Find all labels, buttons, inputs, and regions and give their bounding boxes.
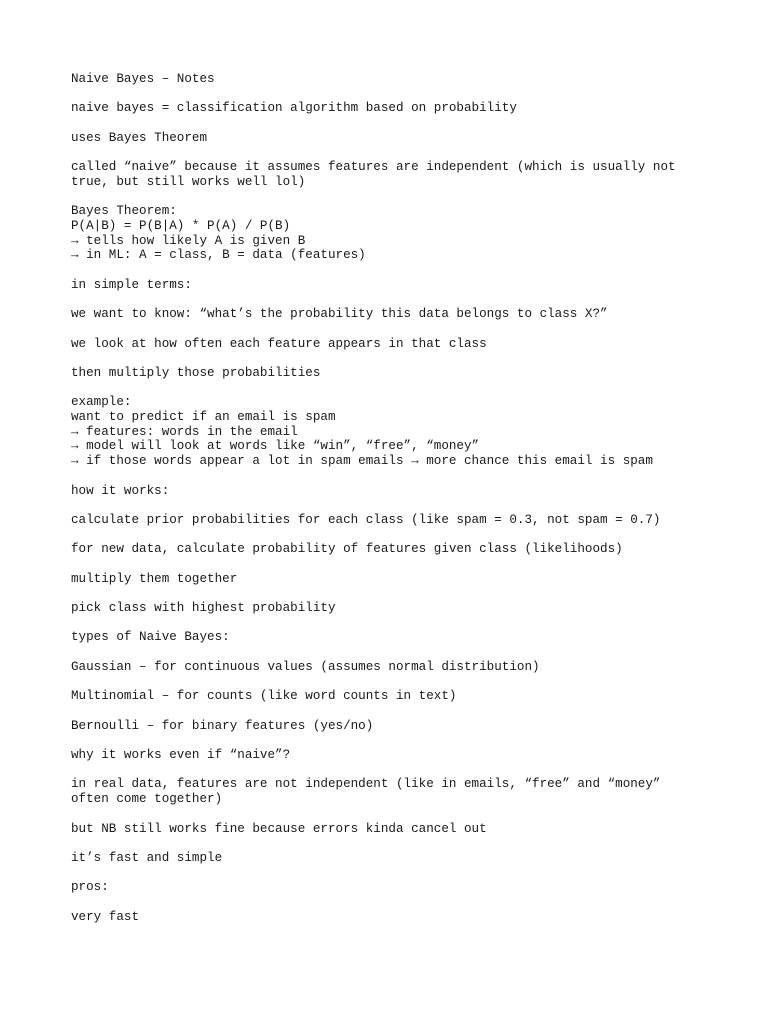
- text-line: → features: words in the email: [71, 424, 298, 439]
- text-line: → model will look at words like “win”, “free”, “money”: [71, 439, 480, 454]
- text-line: calculate prior probabilities for each class (like spam = 0.3, not spam = 0.7): [71, 512, 661, 527]
- paragraph: [71, 160, 711, 189]
- paragraph: [71, 337, 711, 352]
- paragraph: [71, 72, 711, 87]
- paragraph: [71, 484, 711, 499]
- paragraph: [71, 719, 711, 734]
- paragraph: [71, 278, 711, 293]
- paragraph: [71, 572, 711, 587]
- paragraph: [71, 395, 711, 469]
- paragraph: [71, 630, 711, 645]
- text-line: it’s fast and simple: [71, 850, 223, 865]
- text-line: pros:: [71, 880, 109, 895]
- text-line: uses Bayes Theorem: [71, 130, 208, 145]
- text-line: want to predict if an email is spam: [71, 410, 336, 425]
- text-line: Bayes Theorem:: [71, 204, 177, 219]
- paragraph: [71, 601, 711, 616]
- text-line: in real data, features are not independent (like in emails, “free” and “money”: [71, 777, 661, 792]
- text-line: naive bayes = classification algorithm based on probability: [71, 101, 517, 116]
- text-line: → if those words appear a lot in spam emails → more chance this email is spam: [71, 454, 653, 469]
- text-line: we want to know: “what’s the probability this data belongs to class X?”: [71, 307, 608, 322]
- text-line: pick class with highest probability: [71, 601, 336, 616]
- text-line: we look at how often each feature appears in that class: [71, 336, 487, 351]
- paragraph: [71, 131, 711, 146]
- paragraph: [71, 101, 711, 116]
- text-line: but NB still works fine because errors kinda cancel out: [71, 821, 487, 836]
- paragraph: [71, 204, 711, 263]
- text-line: Naive Bayes – Notes: [71, 72, 215, 86]
- paragraph: [71, 910, 711, 925]
- text-line: types of Naive Bayes:: [71, 630, 230, 645]
- text-line: often come together): [71, 792, 223, 807]
- text-line: then multiply those probabilities: [71, 365, 321, 380]
- text-line: Multinomial – for counts (like word counts in text): [71, 689, 457, 704]
- paragraph: [71, 307, 711, 322]
- paragraph: [71, 777, 711, 806]
- paragraph: [71, 660, 711, 675]
- paragraph: [71, 513, 711, 528]
- document-body: [71, 72, 711, 939]
- text-line: P(A|B) = P(B|A) * P(A) / P(B): [71, 218, 291, 233]
- text-line: true, but still works well lol): [71, 174, 306, 189]
- text-line: how it works:: [71, 483, 170, 498]
- paragraph: [71, 366, 711, 381]
- paragraph: [71, 748, 711, 763]
- text-line: → tells how likely A is given B: [71, 233, 306, 248]
- paragraph: [71, 689, 711, 704]
- paragraph: [71, 880, 711, 895]
- text-line: multiply them together: [71, 571, 238, 586]
- text-line: Gaussian – for continuous values (assumes normal distribution): [71, 659, 540, 674]
- text-line: in simple terms:: [71, 277, 192, 292]
- text-line: very fast: [71, 909, 140, 924]
- paragraph: [71, 822, 711, 837]
- paragraph: [71, 851, 711, 866]
- text-line: for new data, calculate probability of features given class (likelihoods): [71, 542, 623, 557]
- text-line: called “naive” because it assumes features are independent (which is usually not: [71, 160, 676, 175]
- text-line: Bernoulli – for binary features (yes/no): [71, 718, 374, 733]
- paragraph: [71, 542, 711, 557]
- text-line: → in ML: A = class, B = data (features): [71, 248, 366, 263]
- text-line: why it works even if “naive”?: [71, 748, 291, 763]
- text-line: example:: [71, 395, 132, 410]
